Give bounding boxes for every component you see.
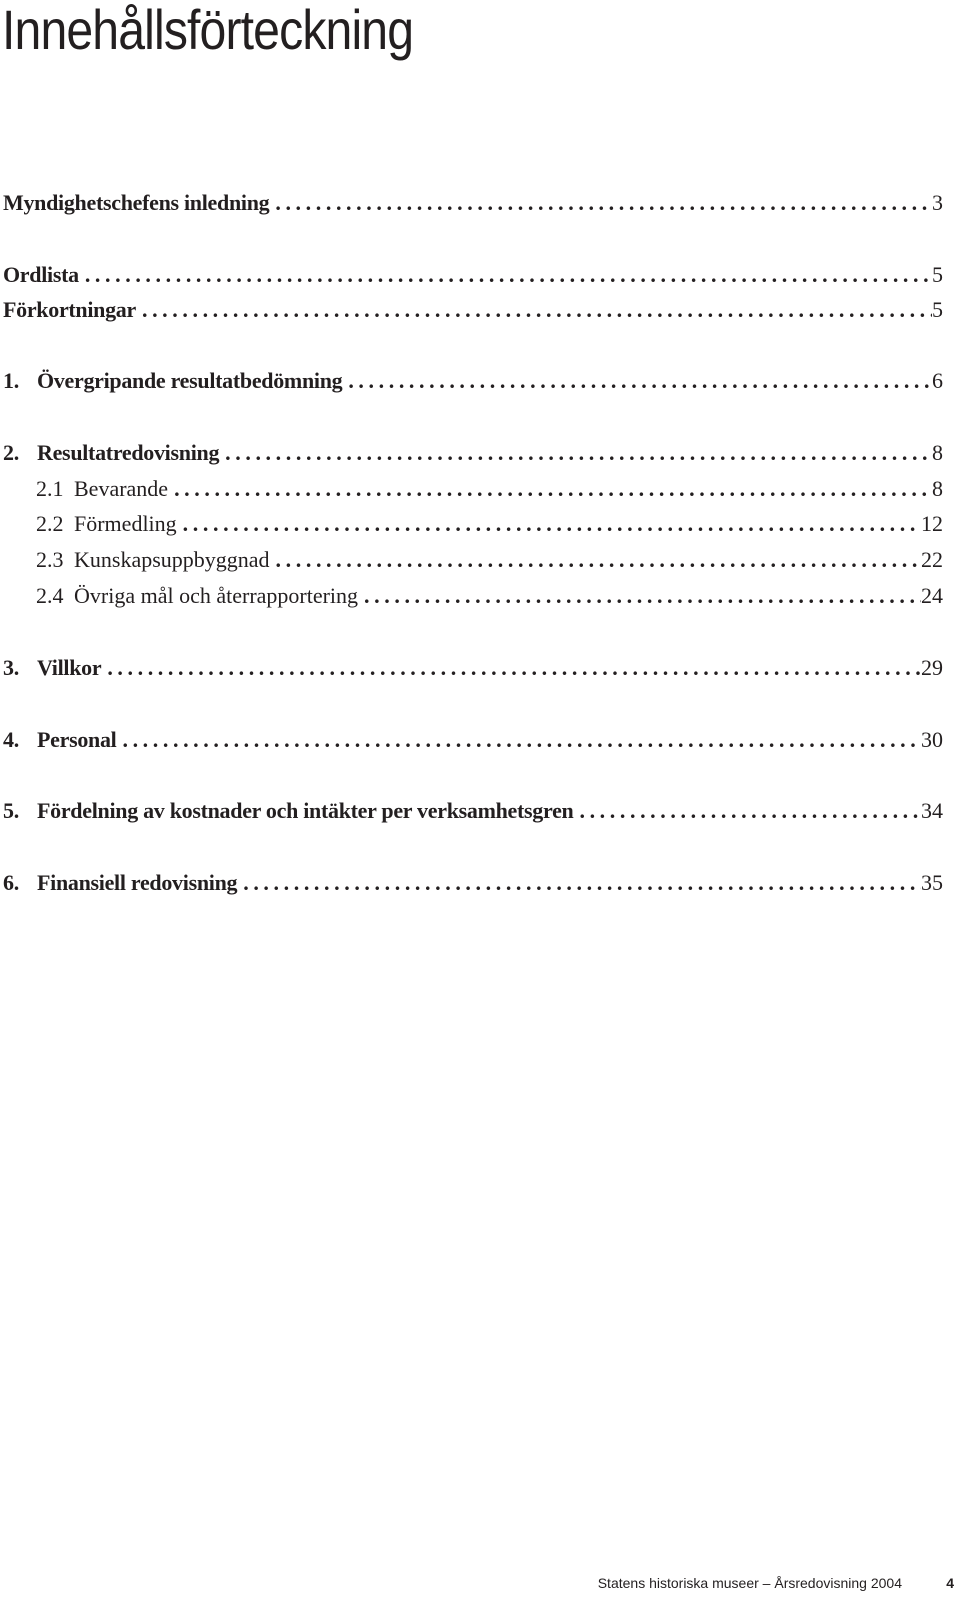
toc-subentry[interactable] [36, 511, 943, 543]
toc-entry-page: 8 [932, 440, 943, 465]
toc-leader-dots [174, 476, 932, 502]
toc-leader-dots [364, 583, 921, 609]
footer-publication-title: Statens historiska museer – Årsredovisning 2004 [597, 1575, 902, 1591]
toc-entry-number: 1. [3, 368, 19, 393]
toc-entry[interactable] [3, 262, 943, 294]
toc-entry-label: Finansiell redovisning [37, 870, 238, 895]
toc-leader-dots [142, 297, 932, 323]
toc-entry[interactable] [3, 440, 943, 472]
toc-leader-dots [275, 190, 932, 216]
toc-subentry[interactable] [36, 476, 943, 508]
toc-leader-dots [243, 870, 921, 896]
toc-leader-dots [579, 798, 921, 824]
toc-entry-label: Villkor [37, 655, 102, 680]
toc-entry-page: 29 [921, 655, 943, 680]
toc-entry[interactable] [3, 870, 943, 902]
toc-entry-label: Personal [37, 727, 117, 752]
toc-entry[interactable] [3, 727, 943, 759]
toc-entry-page: 6 [932, 368, 943, 393]
toc-entry-page: 8 [932, 476, 943, 501]
toc-entry-label: Bevarande [74, 476, 169, 501]
toc-entry-number: 2.1 [36, 476, 64, 501]
toc-entry-number: 3. [3, 655, 19, 680]
toc-leader-dots [225, 440, 932, 466]
toc-entry-number: 2.2 [36, 511, 64, 536]
toc-entry-number: 4. [3, 727, 19, 752]
toc-leader-dots [276, 547, 921, 573]
toc-entry-number: 6. [3, 870, 19, 895]
toc-entry[interactable] [3, 297, 943, 329]
toc-entry-page: 5 [932, 262, 943, 287]
toc-entry-number: 2.3 [36, 547, 64, 572]
toc-entry-page: 35 [921, 870, 943, 895]
toc-entry-page: 30 [921, 727, 943, 752]
toc-leader-dots [107, 655, 921, 681]
toc-entry-page: 24 [921, 583, 943, 608]
toc-entry-number: 5. [3, 798, 19, 823]
toc-entry-label: Övergripande resultatbedömning [37, 368, 343, 393]
toc-entry-page: 22 [921, 547, 943, 572]
toc-entry-label: Förmedling [74, 511, 177, 536]
toc-entry[interactable] [3, 368, 943, 400]
page-title: Innehållsförteckning [2, 0, 414, 61]
footer-page-number: 4 [946, 1575, 954, 1591]
toc-entry-number: 2.4 [36, 583, 64, 608]
toc-entry-label: Ordlista [3, 262, 79, 287]
toc-entry-page: 3 [932, 190, 943, 215]
toc-leader-dots [85, 262, 932, 288]
toc-leader-dots [183, 511, 921, 537]
toc-leader-dots [348, 368, 932, 394]
toc-entry-label: Kunskapsuppbyggnad [74, 547, 270, 572]
toc-entry-label: Fördelning av kostnader och intäkter per verksamhetsgren [37, 798, 574, 823]
toc-entry-label: Resultatredovisning [37, 440, 220, 465]
toc-entry-page: 34 [921, 798, 943, 823]
toc-entry[interactable] [3, 798, 943, 830]
toc-entry-page: 12 [921, 511, 943, 536]
toc-entry-label: Förkortningar [3, 297, 136, 322]
toc-entry-label: Övriga mål och återrapportering [74, 583, 359, 608]
toc-entry-page: 5 [932, 297, 943, 322]
toc-subentry[interactable] [36, 547, 943, 579]
toc-entry-number: 2. [3, 440, 19, 465]
toc-subentry[interactable] [36, 583, 943, 615]
toc-leader-dots [122, 727, 921, 753]
toc-entry[interactable] [3, 190, 943, 222]
toc-entry[interactable] [3, 655, 943, 687]
page-footer [0, 1575, 960, 1597]
toc-entry-label: Myndighetschefens inledning [3, 190, 270, 215]
